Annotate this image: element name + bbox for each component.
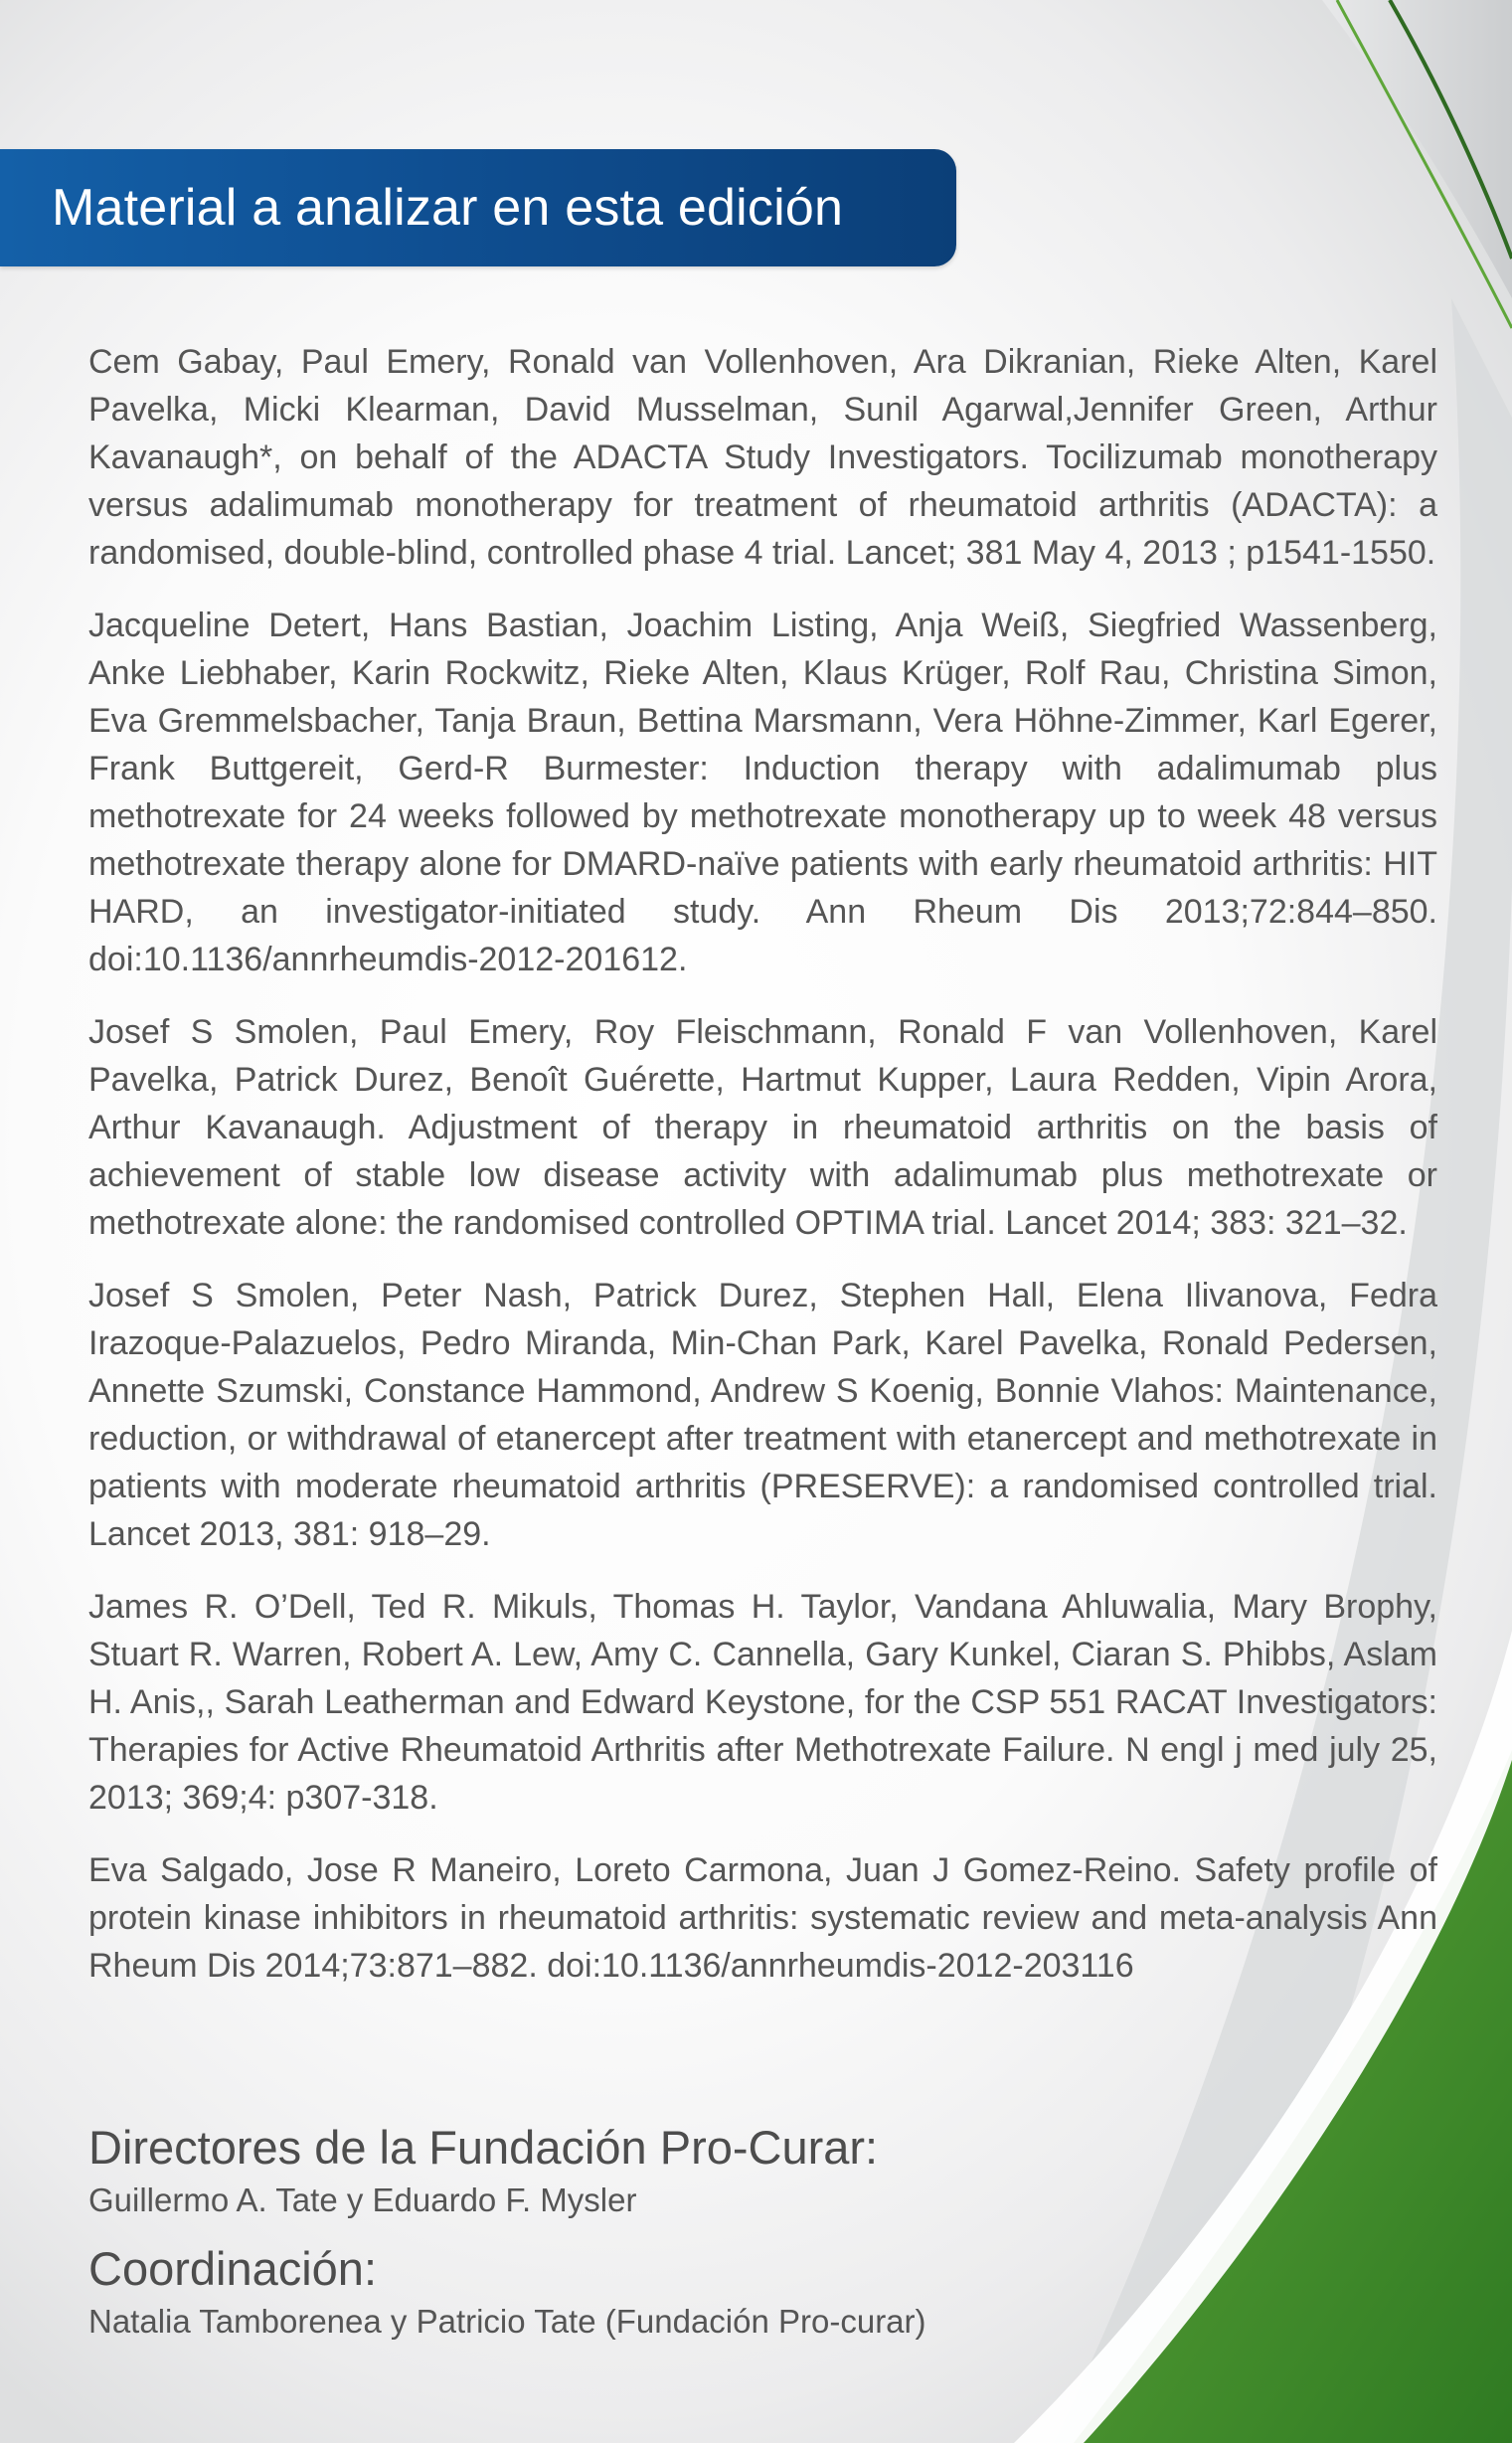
reference-item: Josef S Smolen, Paul Emery, Roy Fleischmann, Ronald F van Vollenhoven, Karel Pavelka, Patrick Durez, Benoît Guérette, Hartmut Kupper, Laura Redden, Vipin Arora, Arthur Kavanaugh. Adjustment of therapy in rheumatoid arthritis on the basis of achievement of stable low disease activity with adalimumab plus methotrexate or methotrexate alone: the randomised controlled OPTIMA trial. Lancet 2014; 383: 321–32. (88, 1013, 1437, 1242)
coordination-names: Natalia Tamborenea y Patricio Tate (Fundación Pro-curar) (88, 2303, 926, 2340)
reference-item: Josef S Smolen, Peter Nash, Patrick Durez, Stephen Hall, Elena Ilivanova, Fedra Irazoque-Palazuelos, Pedro Miranda, Min-Chan Park, Karel Pavelka, Ronald Pedersen, Annette Szumski, Constance Hammond, Andrew S Koenig, Bonnie Vlahos: Maintenance, reduction, or withdrawal of etanercept after treatment with etanercept and methotrexate in patients with moderate rheumatoid arthritis (PRESERVE): a randomised controlled trial. Lancet 2013, 381: 918–29. (88, 1277, 1437, 1553)
reference-item: James R. O’Dell, Ted R. Mikuls, Thomas H. Taylor, Vandana Ahluwalia, Mary Brophy, Stuart R. Warren, Robert A. Lew, Amy C. Cannella, Gary Kunkel, Ciaran S. Phibbs, Aslam H. Anis,, Sarah Leatherman and Edward Keystone, for the CSP 551 RACAT Investigators: Therapies for Active Rheumatoid Arthritis after Methotrexate Failure. N engl j med july 25, 2013; 369;4: p307-318. (88, 1588, 1437, 1817)
reference-item: Cem Gabay, Paul Emery, Ronald van Vollenhoven, Ara Dikranian, Rieke Alten, Karel Pavelka, Micki Klearman, David Musselman, Sunil Agarwal,Jennifer Green, Arthur Kavanaugh*, on behalf of the ADACTA Study Investigators. Tocilizumab monotherapy versus adalimumab monotherapy for treatment of rheumatoid arthritis (ADACTA): a randomised, double-blind, controlled phase 4 trial. Lancet; 381 May 4, 2013 ; p1541-1550. (88, 343, 1437, 572)
reference-item: Jacqueline Detert, Hans Bastian, Joachim Listing, Anja Weiß, Siegfried Wassenberg, Anke Liebhaber, Karin Rockwitz, Rieke Alten, Klaus Krüger, Rolf Rau, Christina Simon, Eva Gremmelsbacher, Tanja Braun, Bettina Marsmann, Vera Höhne-Zimmer, Karl Egerer, Frank Buttgereit, Gerd-R Burmester: Induction therapy with adalimumab plus methotrexate for 24 weeks followed by methotrexate monotherapy up to week 48 versus methotrexate therapy alone for DMARD-naïve patients with early rheumatoid arthritis: HIT HARD, an investigator-initiated study. Ann Rheum Dis 2013;72:844–850. doi:10.1136/annrheumdis-2012-201612. (88, 607, 1437, 978)
section-title: Material a analizar en esta edición (52, 179, 844, 237)
coordination-heading: Coordinación: (88, 2242, 378, 2295)
directors-names: Guillermo A. Tate y Eduardo F. Mysler (88, 2181, 637, 2218)
reference-item: Eva Salgado, Jose R Maneiro, Loreto Carmona, Juan J Gomez-Reino. Safety profile of protein kinase inhibitors in rheumatoid arthritis: systematic review and meta-analysis Ann Rheum Dis 2014;73:871–882. doi:10.1136/annrheumdis-2012-203116 (88, 1851, 1437, 1985)
section-banner (0, 149, 956, 266)
credits-section (88, 2118, 1182, 2360)
directors-heading: Directores de la Fundación Pro-Curar: (88, 2121, 879, 2174)
reference-list (88, 338, 1437, 2014)
